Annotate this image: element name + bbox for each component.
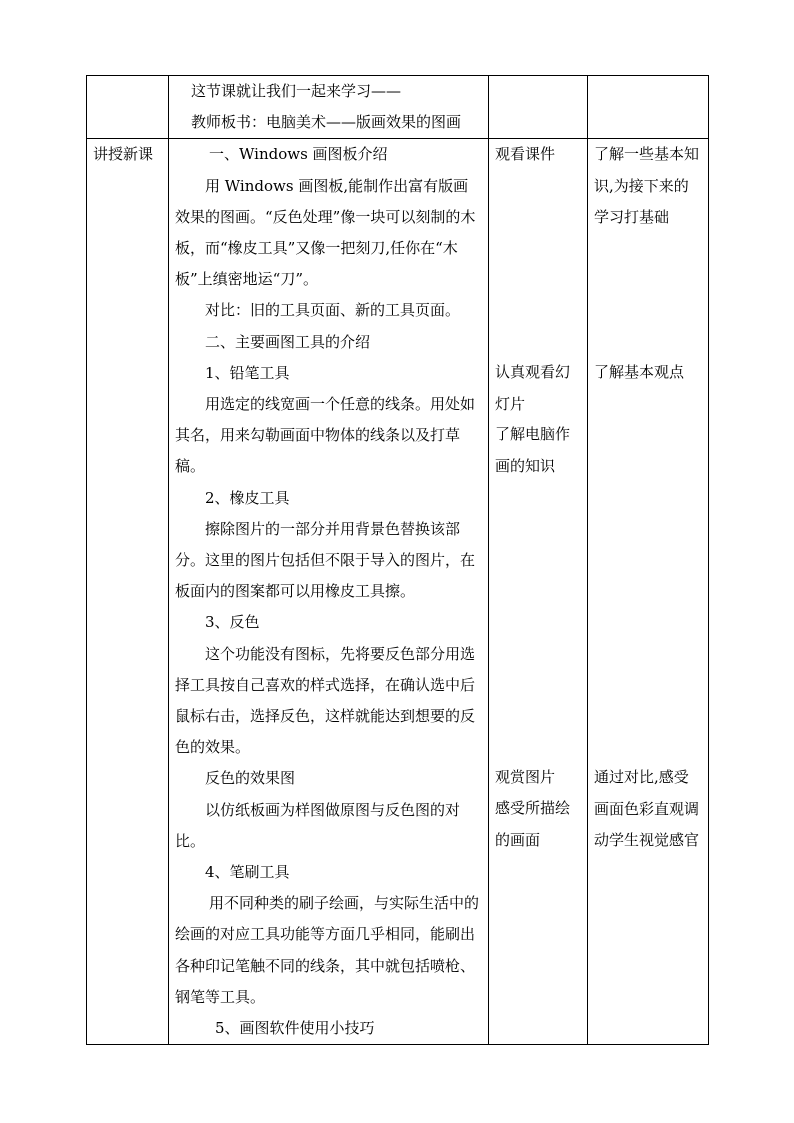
activity-text: 观赏图片	[495, 768, 556, 787]
content-paragraph: 以仿纸板画为样图做原图与反色图的对比。	[175, 800, 461, 850]
purpose-text: 通过对比,感受画面色彩直观调动学生视觉感官	[594, 768, 700, 849]
activity-text: 观看课件	[495, 145, 556, 164]
content-paragraph: 擦除图片的一部分并用背景色替换该部分。这里的图片包括但不限于导入的图片，在板面内的图案都可以用橡皮工具擦。	[175, 519, 476, 601]
content-subheading: 2、橡皮工具	[205, 488, 290, 507]
activity-text: 认真观看幻灯片	[495, 363, 571, 413]
purpose-cell	[588, 139, 709, 1045]
row1-label-cell	[87, 76, 169, 139]
content-paragraph: 对比：旧的工具页面、新的工具页面。	[205, 301, 461, 320]
activity-text: 了解电脑作画的知识	[495, 425, 571, 475]
lesson-plan-table	[86, 75, 709, 1045]
content-subheading: 4、笔刷工具	[205, 863, 290, 882]
content-subheading: 3、反色	[205, 613, 260, 632]
table-row	[87, 76, 709, 139]
blackboard-title: 教师板书：电脑美术——版画效果的图画	[191, 113, 462, 132]
row1-activity-cell	[489, 76, 588, 139]
content-subheading: 反色的效果图	[205, 769, 296, 788]
content-paragraph: 用 Windows 画图板,能制作出富有版画效果的图画。“反色处理”像一块可以刻制的木板，而“橡皮工具”又像一把刻刀,任你在“木板”上缜密地运“刀”。	[175, 176, 476, 289]
row1-purpose-cell	[588, 76, 709, 139]
content-heading: 一、Windows 画图板介绍	[209, 145, 388, 164]
table-row	[87, 139, 709, 1045]
content-subheading: 1、铅笔工具	[205, 363, 290, 382]
content-heading: 二、主要画图工具的介绍	[205, 332, 371, 351]
student-activity-cell	[489, 139, 588, 1045]
purpose-text: 了解一些基本知识,为接下来的学习打基础	[594, 145, 700, 226]
row1-content-cell	[169, 76, 489, 139]
content-paragraph: 用选定的线宽画一个任意的线条。用处如其名，用来勾勒画面中物体的线条以及打草稿。	[175, 395, 476, 476]
intro-line: 这节课就让我们一起来学习——	[191, 82, 402, 100]
lesson-content-cell	[169, 139, 489, 1045]
content-subheading: 5、画图软件使用小技巧	[215, 1019, 375, 1038]
purpose-text: 了解基本观点	[594, 363, 685, 382]
section-label: 讲授新课	[87, 139, 169, 1045]
content-paragraph: 这个功能没有图标，先将要反色部分用选择工具按自己喜欢的样式选择，在确认选中后鼠标右击，选择反色，这样就能达到想要的反色的效果。	[175, 644, 476, 757]
content-paragraph: 用不同种类的刷子绘画，与实际生活中的绘画的对应工具功能等方面几乎相同，能刷出各种印记笔触不同的线条，其中就包括喷枪、钢笔等工具。	[175, 894, 480, 1006]
activity-text: 感受所描绘的画面	[495, 799, 571, 849]
